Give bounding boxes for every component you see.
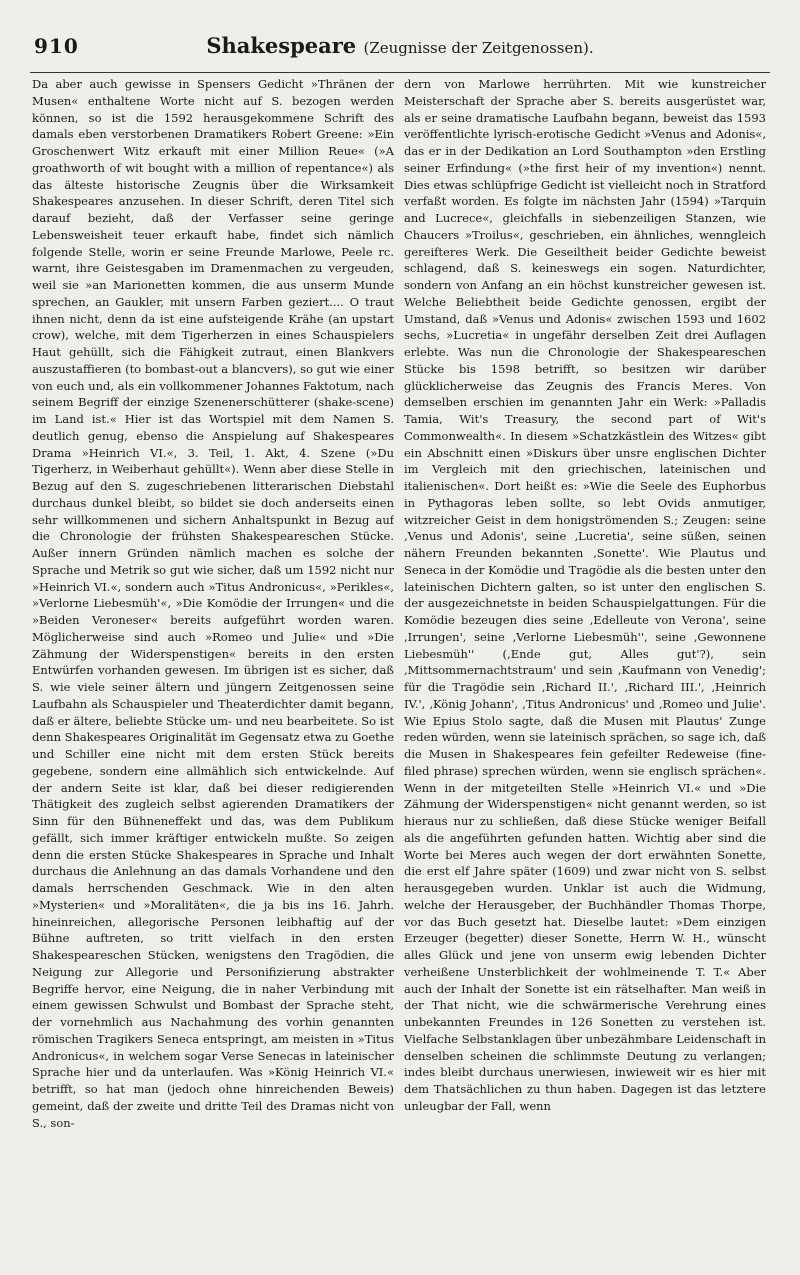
column-text: dern von Marlowe herrührten. Mit wie kunstreicher Meisterschaft der Sprache aber S. bereits ausgerüstet war, als er seine dramatische Laufbahn begann, beweist das 1593 veröffentlichte lyrisch-erotische Gedicht »Venus and Adonis«, das er in der Dedikation an Lord Southampton »den Erstling seiner Erfindung« (»the first heir of my invention«) nennt. Dies etwas schlüpfrige Gedicht ist vielleicht noch in Stratford verfaßt worden. Es folgte im nächsten Jahr (1594) »Tarquin and Lucrece«, gleichfalls in siebenzeiligen Stanzen, wie Chaucers »Troilus«, geschrieben, ein ähnliches, wenngleich gereifteres Werk. Die Geseiltheit beider Gedichte beweist schlagend, daß S. keineswegs ein sogen. Naturdichter, sondern von Anfang an ein höchst kunstreicher gewesen ist. Welche Beliebtheit beide Gedichte genossen, ergibt der Umstand, daß »Venus und Adonis« zwischen 1593 und 1602 sechs, »Lucretia« in ungefähr derselben Zeit drei Auflagen erlebte. Was nun die Chronologie der Shakespeareschen Stücke bis 1598 betrifft, so besitzen wir darüber glücklicherweise das Zeugnis des Francis Meres. Von demselben erschien im genannten Jahr ein Werk: »Palladis Tamia, Wit's Treasury, the second part of Wit's Commonwealth«. In diesem »Schatzkästlein des Witzes« gibt ein Abschnitt einen »Diskurs über unsre englischen Dichter im Vergleich mit den griechischen, lateinischen und italienischen«. Dort heißt es: »Wie die Seele des Euphorbus in Pythagoras leben sollte, so lebt Ovids anmutiger, witzreicher Geist in dem honigströmenden S.; Zeugen: seine ‚Venus und Adonis', seine ‚Lucretia', seine süßen, seinen nähern Freunden bekannten ‚Sonette'. Wie Plautus und Seneca in der Komödie und Tragödie als die besten unter den lateinischen Dichtern galten, so ist unter den englischen S. der ausgezeichnetste in beiden Schauspielgattungen. Für die Komödie bezeugen dies seine ‚Edelleute von Verona', seine ‚Irrungen', seine ‚Verlorne Liebesmüh'', seine ‚Gewonnene Liebesmüh'' (‚Ende gut, Alles gut'?), sein ‚Mittsommernachtstraum' und sein ‚Kaufmann von Venedig'; für die Tragödie sein ‚Richard II.', ‚Richard III.', ‚Heinrich IV.', ‚König Johann', ‚Titus Andronicus' und ‚Romeo und Julie'. Wie Epius Stolo sagte, daß die Musen mit Plautus' Zunge reden würden, wenn sie lateinisch sprächen, so sage ich, daß die Musen in Shakespeares fein gefeilter Redeweise (fine-filed phrase) sprechen würden, wenn sie englisch sprächen«. Wenn in der mitgeteilten Stelle »Heinrich VI.« und »Die Zähmung der Widerspenstigen« nicht genannt werden, so ist hieraus nur zu schließen, daß diese Stücke weniger Beifall als die angeführten gefunden hatten. Wichtig aber sind die Worte bei Meres auch wegen der dort erwähnten Sonette, die erst elf Jahre später (1609) und zwar nicht von S. selbst herausgegeben wurden. Unklar ist auch die Widmung, welche der Herausgeber, der Buchhändler Thomas Thorpe, vor das Buch gesetzt hat. Dieselbe lautet: »Dem einzigen Erzeuger (begetter) dieser Sonette, Herrn W. H., wünscht alles Glück und jene von unserm ewig lebenden Dichter verheißene Unsterblichkeit der wohlmeinende T. T.« Aber auch der Inhalt der Sonette ist ein rätselhafter. Man weiß in der That nicht, wie die schwärmerische Verehrung eines unbekannten Freundes in 126 Sonetten zu verstehen ist. Vielfache Selbstanklagen über unbezähmbare Leidenschaft in denselben scheinen die schlimmste Deutung zu verlangen; indes bleibt durchaus unerwiesen, inwieweit wir es hier mit dem Thatsächlichen zu thun haben. Dagegen ist das letztere unleugbar der Fall, wenn <box>404 77 766 1113</box>
text-column-left <box>32 76 394 1256</box>
header-title: Shakespeare <box>206 33 357 58</box>
page-number: 910 <box>34 34 79 58</box>
text-column-right <box>404 76 766 1256</box>
column-text: Da aber auch gewisse in Spensers Gedicht »Thränen der Musen« enthaltene Worte nicht auf S. bezogen werden können, so ist die 1592 herausgekommene Schrift des damals eben verstorbenen Dramatikers Robert Greene: »Ein Groschenwert Witz erkauft mit einer Million Reue« (»A groathworth of wit bought with a million of repentance«) als das älteste historische Zeugnis über die Wirksamkeit Shakespeares anzusehen. In dieser Schrift, deren Titel sich darauf bezieht, daß der Verfasser seine geringe Lebensweisheit teuer erkauft habe, findet sich nämlich folgende Stelle, worin er seine Freunde Marlowe, Peele rc. warnt, ihre Geistesgaben im Dramenmachen zu vergeuden, weil sie »an Marionetten kommen, die aus unserm Munde sprechen, an Gaukler, mit unsern Farben geziert.... O traut ihnen nicht, denn da ist eine aufsteigende Krähe (an upstart crow), welche, mit dem Tigerherzen in eines Schauspielers Haut gehüllt, sich die Fähigkeit zutraut, einen Blankvers auszustaffieren (to bombast-out a blancvers), so gut wie einer von euch und, als ein vollkommener Johannes Faktotum, nach seinem Begriff der einzige Szenenerschütterer (shake-scene) im Land ist.« Hier ist das Wortspiel mit dem Namen S. deutlich genug, ebenso die Anspielung auf Shakespeares Drama »Heinrich VI.«, 3. Teil, 1. Akt, 4. Szene (»Du Tigerherz, in Weiberhaut gehüllt«). Wenn aber diese Stelle in Bezug auf den S. zugeschriebenen litterarischen Diebstahl durchaus dunkel bleibt, so bildet sie doch anderseits einen sehr willkommenen und sichern Anhaltspunkt in Bezug auf die Chronologie der frühsten Shakespeareschen Stücke. Außer innern Gründen nämlich machen es solche der Sprache und Metrik so gut wie sicher, daß um 1592 nicht nur »Heinrich VI.«, sondern auch »Titus Andronicus«, »Perikles«, »Verlorne Liebesmüh'«, »Die Komödie der Irrungen« und die »Beiden Veroneser« bereits aufgeführt worden waren. Möglicherweise sind auch »Romeo und Julie« und »Die Zähmung der Widerspenstigen« bereits in den ersten Entwürfen vorhanden gewesen. Im übrigen ist es sicher, daß S. wie viele seiner ältern und jüngern Zeitgenossen seine Laufbahn als Schauspieler und Theaterdichter damit begann, daß er ältere, beliebte Stücke um- und neu bearbeitete. So ist denn Shakespeares Originalität im Gegensatz etwa zu Goethe und Schiller eine nicht mit dem ersten Stück bereits gegebene, sondern eine allmählich sich entwickelnde. Auf der andern Seite ist klar, daß bei dieser redigierenden Thätigkeit des zugleich selbst agierenden Dramatikers der Sinn für den Bühneneffekt und das, was dem Publikum gefällt, sich immer kräftiger entwickeln mußte. So zeigen denn die ersten Stücke Shakespeares in Sprache und Inhalt durchaus die Anlehnung an das damals Vorhandene und den damals herrschenden Geschmack. Wie in den alten »Mysterien« und »Moralitäten«, die ja bis ins 16. Jahrh. hineinreichen, allegorische Personen leibhaftig auf der Bühne auftreten, so tritt vielfach in den ersten Shakespeareschen Stücken, wenigstens den Tragödien, die Neigung zur Allegorie und Personifizierung abstrakter Begriffe hervor, eine Neigung, die in naher Verbindung mit einem gewissen Schwulst und Bombast der Sprache steht, der vornehmlich aus Nachahmung des vorhin genannten römischen Tragikers Seneca entspringt, am meisten in »Titus Andronicus«, in welchem sogar Verse Senecas in lateinischer Sprache hier und da unterlaufen. Was »König Heinrich VI.« betrifft, so hat man (jedoch ohne hinreichenden Beweis) gemeint, daß der zweite und dritte Teil des Dramas nicht von S., son- <box>32 77 394 1130</box>
running-header <box>30 28 770 73</box>
running-title <box>30 33 770 58</box>
header-subtitle: (Zeugnisse der Zeitgenossen). <box>363 39 594 57</box>
